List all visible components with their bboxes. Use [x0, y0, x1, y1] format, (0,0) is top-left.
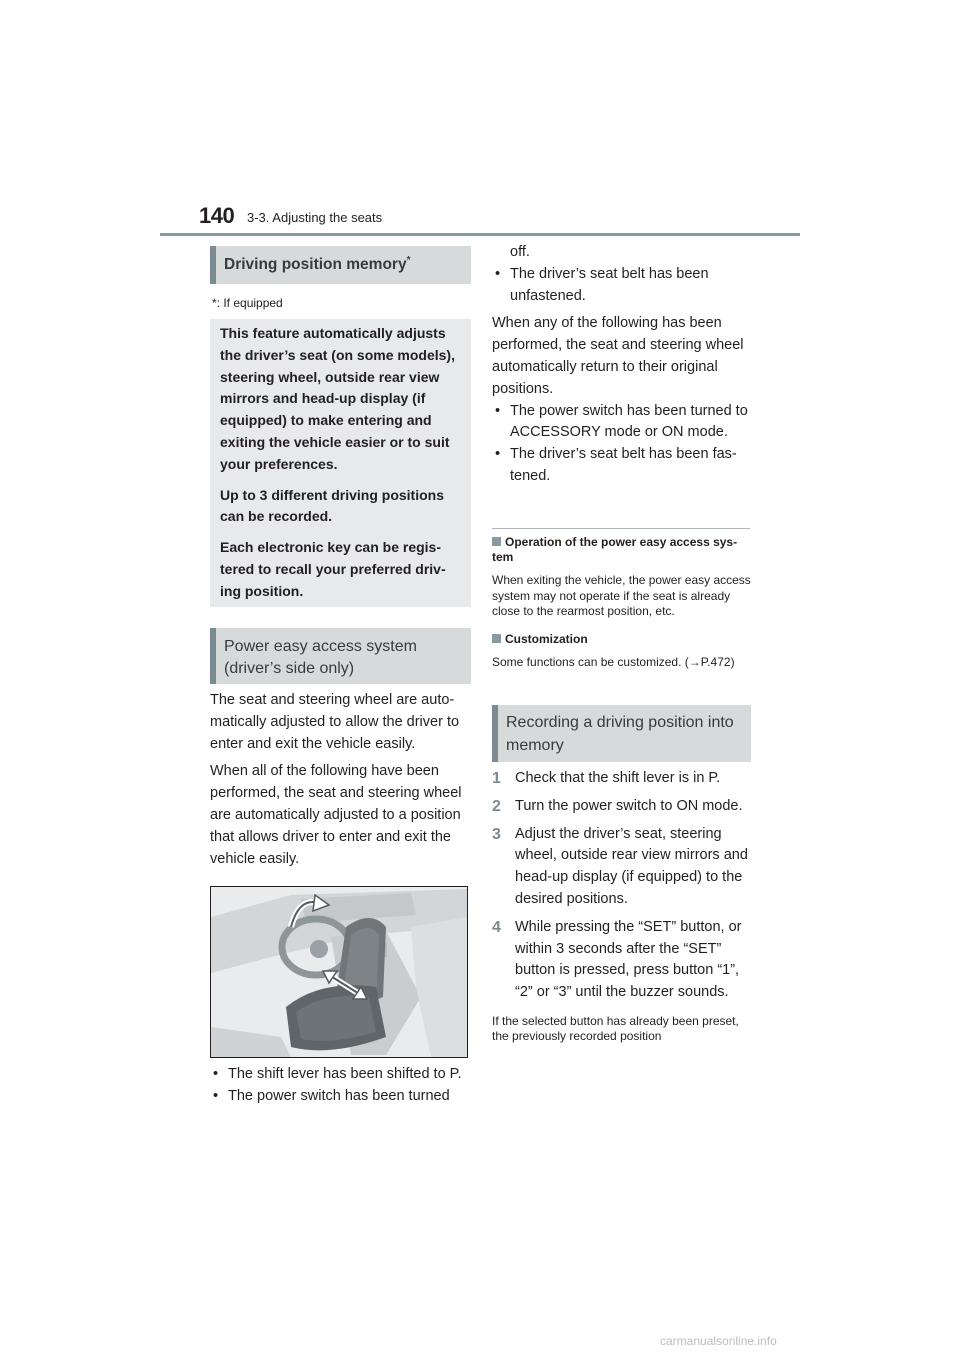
closing-note: If the selected button has already been preset, the previously recorded position: [492, 1013, 739, 1044]
intro-box: [210, 319, 471, 607]
step-item: [492, 768, 752, 790]
step-item: [492, 824, 752, 911]
intro-paragraph-1: This feature automatically adjusts the driver’s seat (on some models), steering wheel, outside rear view mirrors and head-up display (if equipped) to make entering and exiting the vehicle easier or to suit your preferences.: [220, 325, 455, 472]
step-number: 1: [492, 770, 501, 787]
steps-list: [492, 768, 752, 1045]
watermark: carmanualsonline.info: [660, 1334, 777, 1348]
footnote-if-equipped: *: If equipped: [212, 296, 283, 310]
access-paragraph-1: The seat and steering wheel are auto-matically adjusted to allow the driver to enter and exit the vehicle easily.: [210, 692, 460, 752]
bullet-list-right: [492, 242, 752, 488]
section-title: 3-3. Adjusting the seats: [247, 210, 383, 225]
bullet-list-left: [210, 1064, 470, 1108]
notes: [492, 535, 752, 670]
seat-illustration-svg: [211, 887, 467, 1057]
step-item: [492, 796, 752, 818]
bullet-continuation: off.: [510, 244, 530, 260]
access-paragraph-2: When all of the following have been performed, the seat and steering wheel are automatically adjusted to a position that allows driver to enter and exit the vehicle easily.: [210, 763, 462, 867]
access-description: [210, 690, 468, 876]
list-item: • The power switch has been turned: [210, 1086, 470, 1108]
step-text: Adjust the driver’s seat, steering wheel, outside rear view mirrors and head-up display (if equipped) to the desired positions.: [515, 825, 748, 907]
square-bullet-icon: [492, 634, 501, 643]
heading-memory-mark: *: [406, 254, 411, 266]
heading-recording-position: Recording a driving position into memory: [492, 705, 751, 762]
heading-driving-position-memory: [210, 246, 471, 284]
step-number: 4: [492, 918, 501, 936]
note-title: Customization: [505, 631, 588, 646]
list-item: • The driver’s seat belt has been fas-tened.: [492, 444, 752, 488]
heading-power-easy-access: Power easy access system (driver’s side only): [210, 628, 471, 684]
step-text: While pressing the “SET” button, or within 3 seconds after the “SET” button is pressed, press button “1”, “2” or “3” until the buzzer sounds.: [515, 918, 742, 1001]
intro-paragraph-2: Up to 3 different driving positions can be recorded.: [220, 486, 444, 525]
return-paragraph: When any of the following has been performed, the seat and steering wheel automatically return to their original positions.: [492, 315, 744, 397]
note-divider: [492, 528, 750, 529]
seat-illustration: [210, 886, 468, 1058]
list-item: • The power switch has been turned to ACCESSORY mode or ON mode.: [492, 401, 752, 445]
list-item: • The shift lever has been shifted to P.: [210, 1064, 470, 1086]
step-number: 2: [492, 797, 501, 815]
square-bullet-icon: [492, 537, 501, 546]
step-number: 3: [492, 825, 501, 843]
intro-paragraph-3: Each electronic key can be regis-tered to recall your preferred driv-ing position.: [220, 539, 446, 599]
note-heading-operation: [492, 535, 752, 565]
note-text-customization: Some functions can be customized. (→P.472): [492, 654, 735, 669]
note-heading-customization: [492, 632, 752, 647]
heading-memory-text: Driving position memory: [224, 256, 407, 273]
step-text: Check that the shift lever is in P.: [515, 770, 721, 786]
note-text-operation: When exiting the vehicle, the power easy access system may not operate if the seat is already close to the rearmost position, etc.: [492, 573, 751, 618]
page-number: 140: [199, 203, 235, 228]
header-rule: [160, 233, 800, 236]
list-item: • The driver’s seat belt has been unfastened.: [492, 264, 752, 308]
step-text: Turn the power switch to ON mode.: [515, 797, 743, 814]
note-title: Operation of the power easy access sys-tem: [492, 535, 738, 564]
step-item: [492, 917, 752, 1004]
